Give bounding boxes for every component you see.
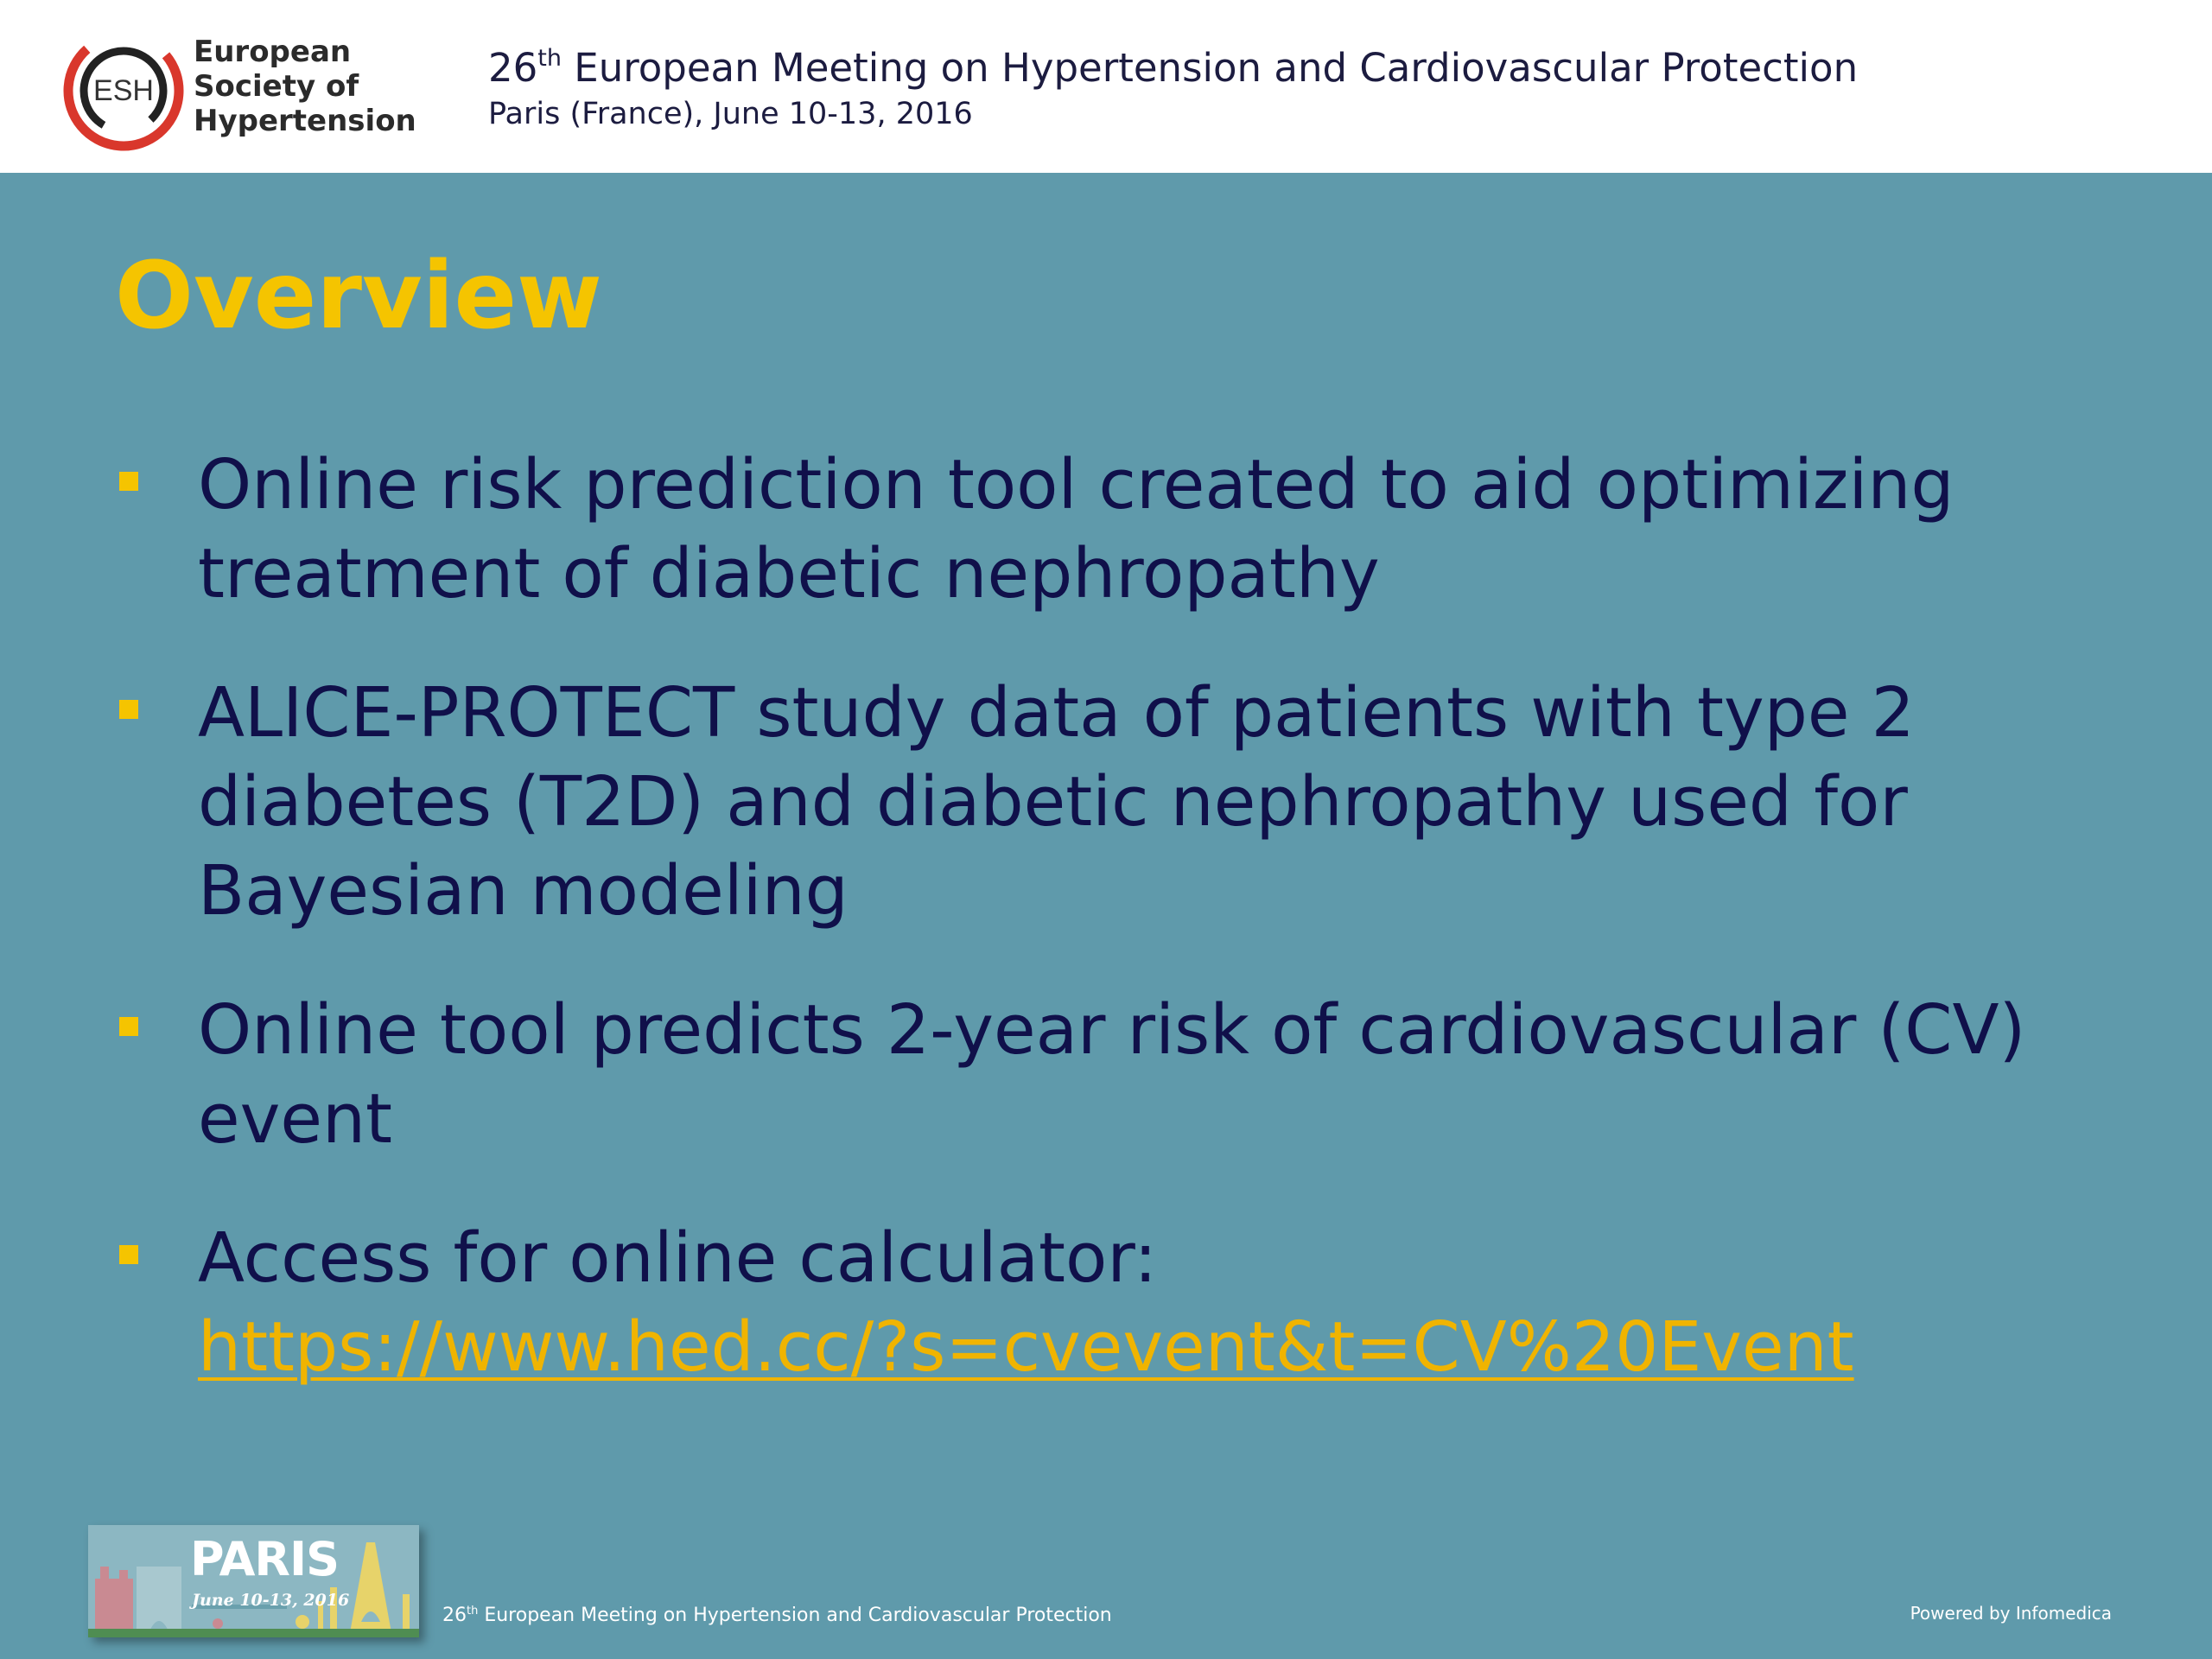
- logo-line-3: Hypertension: [194, 104, 416, 138]
- square-bullet-icon: [119, 1017, 138, 1036]
- powered-by-credit: Powered by Infomedica: [1910, 1603, 2112, 1624]
- meeting-location-date: Paris (France), June 10-13, 2016: [488, 97, 973, 131]
- badge-city: PARIS: [190, 1532, 339, 1586]
- meeting-title-text: European Meeting on Hypertension and Cardiovascular Protection: [561, 45, 1859, 91]
- square-bullet-icon: [119, 700, 138, 719]
- paris-event-badge: [88, 1525, 419, 1637]
- footer-ordinal: 26: [442, 1605, 467, 1626]
- bullet-text: ALICE-PROTECT study data of patients with type 2 diabetes (T2D) and diabetic nephropathy used for Bayesian modeling: [198, 673, 1915, 931]
- footer-meeting-text: European Meeting on Hypertension and Cardiovascular Protection: [478, 1605, 1112, 1626]
- bullet-item: [115, 986, 2128, 1164]
- slide-title: Overview: [115, 243, 602, 350]
- bullet-item: [115, 669, 2128, 936]
- logo-line-1: European: [194, 35, 352, 69]
- logo-abbreviation: ESH: [93, 74, 154, 107]
- square-bullet-icon: [119, 1245, 138, 1264]
- bullet-text: Online tool predicts 2-year risk of cardiovascular (CV) event: [198, 990, 2026, 1159]
- footer-meeting-title: [442, 1605, 1112, 1626]
- esh-logo: [59, 26, 422, 156]
- bullet-text: Online risk prediction tool created to aid optimizing treatment of diabetic nephropathy: [198, 445, 1955, 613]
- logo-wordmark: [194, 35, 416, 138]
- meeting-title: [488, 45, 1858, 91]
- meeting-ordinal: 26: [488, 45, 538, 91]
- bullet-item: [115, 441, 2128, 619]
- badge-dates: June 10-13, 2016: [192, 1591, 350, 1610]
- slide-header: [0, 0, 2212, 173]
- calculator-link[interactable]: https://www.hed.cc/?s=cvevent&t=CV%20Event: [198, 1307, 1854, 1387]
- bullet-text: Access for online calculator:: [198, 1218, 1158, 1298]
- meeting-ordinal-suffix: th: [537, 45, 562, 72]
- footer-ordinal-suffix: th: [467, 1605, 479, 1618]
- logo-line-2: Society of: [194, 69, 359, 104]
- bullet-list: [115, 441, 2128, 1442]
- bullet-item: [115, 1214, 2128, 1392]
- square-bullet-icon: [119, 472, 138, 491]
